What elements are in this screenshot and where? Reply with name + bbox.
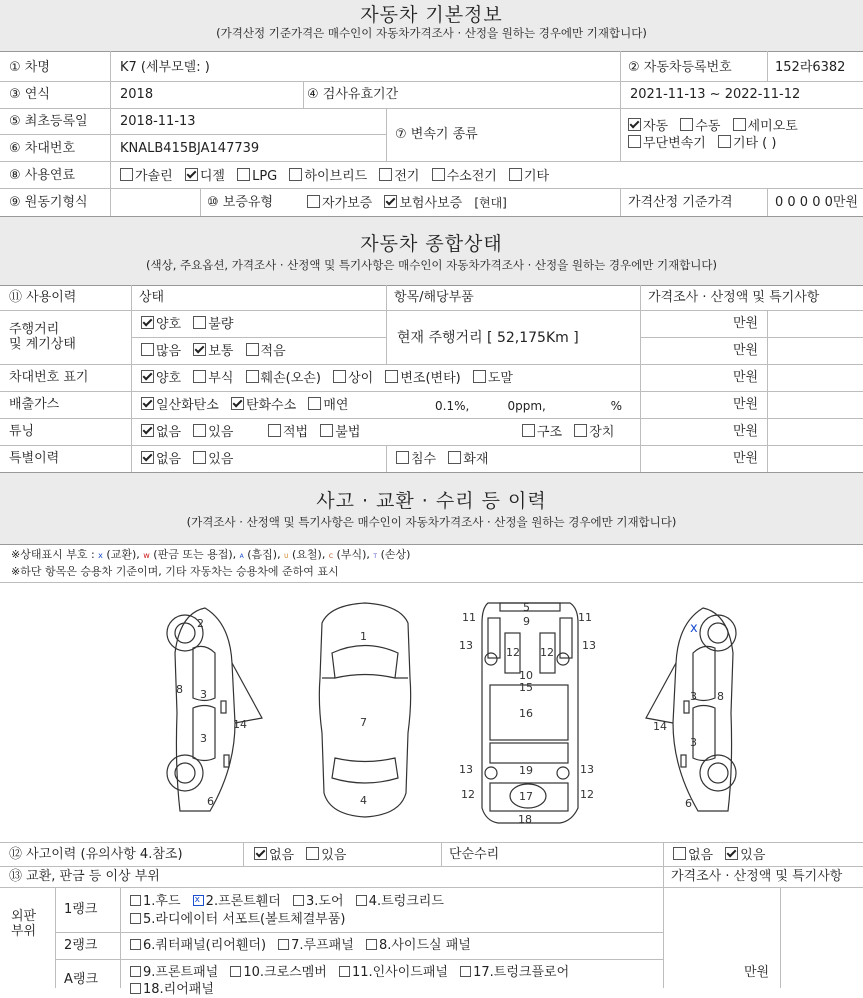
parts-label: ⑬ 교환, 판금 등 이상 부위 xyxy=(9,869,160,884)
unit-vin: 만원 xyxy=(733,370,759,385)
first-reg-value: 2018-11-13 xyxy=(120,114,196,129)
part-num: 1 xyxy=(360,630,367,643)
status-title: 자동차 종합상태 xyxy=(360,233,503,255)
fuel-options: 가솔린 디젤 LPG 하이브리드 전기 수소전기 기타 xyxy=(120,168,549,185)
part-rear-panel-checkbox[interactable] xyxy=(130,983,141,994)
part-num: 2 xyxy=(197,617,204,630)
part-hood-checkbox[interactable] xyxy=(130,895,141,906)
part-cross-member-checkbox[interactable] xyxy=(230,966,241,977)
tuning-exists-checkbox[interactable] xyxy=(193,424,206,437)
part-num: 18 xyxy=(518,813,532,826)
unit-special: 만원 xyxy=(733,451,759,466)
part-num: 6 xyxy=(207,795,214,808)
tuning-legal-options: 적법 불법 xyxy=(268,424,360,441)
tuning-options: 없음 있음 xyxy=(141,424,233,441)
part-num: 6 xyxy=(685,797,692,810)
reg-no-value: 152라6382 xyxy=(775,60,846,75)
vin-alter-checkbox[interactable] xyxy=(385,370,398,383)
tuning-illegal-checkbox[interactable] xyxy=(320,424,333,437)
exhaust-options: 일산화탄소 탄화수소 매연 xyxy=(141,397,348,414)
legend-note: ※하단 항목은 승용차 기준이며, 기타 자동차는 승용차에 준하여 표시 xyxy=(11,565,339,578)
special-label: 특별이력 xyxy=(9,451,60,466)
year-value: 2018 xyxy=(120,87,154,102)
fuel-hybrid-checkbox[interactable] xyxy=(289,168,302,181)
basic-info-subtitle: (가격산정 기준가격은 매수인이 자동차가격조사 · 산정을 원하는 경우에만 기재합니다) xyxy=(216,26,647,40)
part-door-checkbox[interactable] xyxy=(293,895,304,906)
part-num: 12 xyxy=(461,788,475,801)
special-flood-checkbox[interactable] xyxy=(396,451,409,464)
status-subtitle: (색상, 주요옵션, 가격조사 · 산정액 및 특기사항은 매수인이 자동차가격조사 · 산정을 원하는 경우에만 기재합니다) xyxy=(145,258,718,272)
trans-options-row2: 무단변속기 기타 ( ) xyxy=(628,135,776,152)
special-fire-checkbox[interactable] xyxy=(448,451,461,464)
part-roof-panel-checkbox[interactable] xyxy=(278,939,289,950)
warranty-insurance-checkbox[interactable] xyxy=(384,195,397,208)
part-num: 8 xyxy=(176,683,183,696)
col-price: 가격조사 · 산정액 및 특기사항 xyxy=(648,290,820,305)
rankA-parts-row1: 9.프론트패널 10.크로스멤버 11.인사이드패널 17.트렁크플로어 xyxy=(130,965,569,981)
inspect-label: ④ 검사유효기간 xyxy=(307,87,399,102)
fuel-diesel-checkbox[interactable] xyxy=(185,168,198,181)
mileage-good-checkbox[interactable] xyxy=(141,316,154,329)
unit-tuning: 만원 xyxy=(733,424,759,439)
part-side-sill-checkbox[interactable] xyxy=(366,939,377,950)
part-num: 3 xyxy=(200,688,207,701)
tuning-none-checkbox[interactable] xyxy=(141,424,154,437)
mileage-state-row1: 양호 불량 xyxy=(141,316,233,333)
exhaust-co-checkbox[interactable] xyxy=(141,397,154,410)
accident-history-label: ⑫ 사고이력 (유의사항 4.참조) xyxy=(9,847,183,862)
special-none-checkbox[interactable] xyxy=(141,451,154,464)
front-fender-exchange-mark: x xyxy=(690,621,698,636)
mileage-text: 현재 주행거리 [ 52,175Km ] xyxy=(397,330,579,346)
part-num: 8 xyxy=(717,690,724,703)
part-num: 5 xyxy=(523,601,530,614)
warranty-self-checkbox[interactable] xyxy=(307,195,320,208)
rank1-parts-row1: 1.후드 x 2.프론트휀더 3.도어 4.트렁크리드 xyxy=(130,894,444,910)
mileage-state-row2: 많음 보통 적음 xyxy=(141,343,286,360)
accident-subtitle: (가격조사 · 산정액 및 특기사항은 매수인이 자동차가격조사 · 산정을 원하는 경우에만 기재합니다) xyxy=(186,515,677,529)
car-name-label: ① 차명 xyxy=(9,60,50,75)
reg-no-label: ② 자동차등록번호 xyxy=(628,60,732,75)
outer-label-2: 부위 xyxy=(11,924,37,939)
part-inside-panel-checkbox[interactable] xyxy=(339,966,350,977)
tuning-structure-checkbox[interactable] xyxy=(522,424,535,437)
exhaust-label: 배출가스 xyxy=(9,397,60,412)
vin-damage-checkbox[interactable] xyxy=(246,370,259,383)
price-label: 가격산정 기준가격 xyxy=(628,195,733,210)
col-state: 상태 xyxy=(139,290,165,305)
part-num: 7 xyxy=(360,716,367,729)
fuel-label: ⑧ 사용연료 xyxy=(9,168,76,183)
trans-other-checkbox[interactable] xyxy=(718,135,731,148)
exhaust-smoke-checkbox[interactable] xyxy=(308,397,321,410)
exhaust-hc-checkbox[interactable] xyxy=(231,397,244,410)
part-num: 17 xyxy=(519,790,533,803)
part-num: 14 xyxy=(233,718,247,731)
part-num: 13 xyxy=(459,639,473,652)
engine-label: ⑨ 원동기형식 xyxy=(9,195,88,210)
part-num: 9 xyxy=(523,615,530,628)
part-quarter-panel-checkbox[interactable] xyxy=(130,939,141,950)
vin-good-checkbox[interactable] xyxy=(141,370,154,383)
accident-history-options: 없음 있음 xyxy=(254,847,346,864)
special-options: 없음 있음 xyxy=(141,451,233,468)
parts-price-label: 가격조사 · 산정액 및 특기사항 xyxy=(671,869,843,884)
vin-rust-checkbox[interactable] xyxy=(193,370,206,383)
trans-label: ⑦ 변속기 종류 xyxy=(395,127,478,142)
rank1-parts-row2: 5.라디에이터 서포트(볼트체결부품) xyxy=(130,912,346,928)
fuel-gasoline-checkbox[interactable] xyxy=(120,168,133,181)
mileage-bad-checkbox[interactable] xyxy=(193,316,206,329)
special-exists-checkbox[interactable] xyxy=(193,451,206,464)
first-reg-label: ⑤ 최초등록일 xyxy=(9,114,88,129)
car-damage-diagram xyxy=(0,583,863,841)
vin-stolen-checkbox[interactable] xyxy=(473,370,486,383)
vin-mark-options: 양호 부식 훼손(오손) 상이 변조(변타) 도말 xyxy=(141,370,513,387)
mileage-few-checkbox[interactable] xyxy=(246,343,259,356)
trans-options-row1: 자동 수동 세미오토 xyxy=(628,118,798,135)
accident-title: 사고 · 교환 · 수리 등 이력 xyxy=(316,490,547,512)
mileage-normal-checkbox[interactable] xyxy=(193,343,206,356)
part-num: 13 xyxy=(459,763,473,776)
vin-diff-checkbox[interactable] xyxy=(333,370,346,383)
part-num: 19 xyxy=(519,764,533,777)
tuning-device-checkbox[interactable] xyxy=(574,424,587,437)
car-name-value: K7 (세부모델: ) xyxy=(120,60,210,75)
part-trunk-lid-checkbox[interactable] xyxy=(356,895,367,906)
trans-manual-checkbox[interactable] xyxy=(680,118,693,131)
accident-none-checkbox[interactable] xyxy=(254,847,267,860)
tuning-label: 튜닝 xyxy=(9,424,35,439)
part-num: 12 xyxy=(540,646,554,659)
trans-auto-checkbox[interactable] xyxy=(628,118,641,131)
accident-exists-checkbox[interactable] xyxy=(306,847,319,860)
part-num: 12 xyxy=(580,788,594,801)
part-num: 3 xyxy=(690,690,697,703)
part-num: 15 xyxy=(519,681,533,694)
year-label: ③ 연식 xyxy=(9,87,50,102)
warranty-options: 자가보증 보험사보증 [현대] xyxy=(307,195,507,212)
inspect-value: 2021-11-13 ~ 2022-11-12 xyxy=(630,87,801,102)
fuel-electric-checkbox[interactable] xyxy=(379,168,392,181)
mileage-label-1: 주행거리 xyxy=(9,322,60,337)
rank2-label: 2랭크 xyxy=(64,938,98,953)
mileage-many-checkbox[interactable] xyxy=(141,343,154,356)
simple-repair-options: 없음 있음 xyxy=(673,847,765,864)
fuel-other-checkbox[interactable] xyxy=(509,168,522,181)
exhaust-values: 0.1%, 0ppm, % xyxy=(435,399,623,413)
outer-label-1: 외판 xyxy=(11,909,37,924)
part-num: 10 xyxy=(519,669,533,682)
col-history: ⑪ 사용이력 xyxy=(9,290,77,305)
mileage-label-2: 및 계기상태 xyxy=(9,337,76,352)
vin-mark-label: 차대번호 표기 xyxy=(9,370,89,385)
simple-repair-none-checkbox[interactable] xyxy=(673,847,686,860)
part-num: 16 xyxy=(519,707,533,720)
tuning-legal-checkbox[interactable] xyxy=(268,424,281,437)
special-type-options: 침수 화재 xyxy=(396,451,488,468)
basic-info-title: 자동차 기본정보 xyxy=(360,4,503,26)
rank2-parts: 6.쿼터패널(리어휀더) 7.루프패널 8.사이드실 패널 xyxy=(130,938,471,954)
unit-mileage-1: 만원 xyxy=(733,316,759,331)
fuel-hydrogen-checkbox[interactable] xyxy=(432,168,445,181)
rank1-label: 1랭크 xyxy=(64,902,98,917)
vin-value: KNALB415BJA147739 xyxy=(120,141,260,156)
part-num: 11 xyxy=(462,611,476,624)
rankA-parts-row2: 18.리어패널 xyxy=(130,982,214,998)
unit-mileage-2: 만원 xyxy=(733,343,759,358)
part-num: 14 xyxy=(653,720,667,733)
part-front-panel-checkbox[interactable] xyxy=(130,966,141,977)
part-front-fender-checkbox[interactable]: x xyxy=(193,895,204,906)
part-num: 12 xyxy=(506,646,520,659)
warranty-label: ⑩ 보증유형 xyxy=(207,195,274,210)
part-num: 4 xyxy=(360,794,367,807)
car-right-side-view xyxy=(646,608,736,811)
part-num: 3 xyxy=(690,736,697,749)
price-value: 0 0 0 0 0만원 xyxy=(775,195,859,210)
part-num: 11 xyxy=(578,611,592,624)
part-num: 13 xyxy=(582,639,596,652)
vin-label: ⑥ 차대번호 xyxy=(9,141,76,156)
part-num: 3 xyxy=(200,732,207,745)
trans-semi-checkbox[interactable] xyxy=(733,118,746,131)
part-num: 13 xyxy=(580,763,594,776)
fuel-lpg-checkbox[interactable] xyxy=(237,168,250,181)
part-radiator-support-checkbox[interactable] xyxy=(130,913,141,924)
legend-line: ※상태표시 부호 : x (교환), w (판금 또는 용접), A (흠집), U (요철), C (부식), T (손상) xyxy=(11,548,411,561)
rankA-label: A랭크 xyxy=(64,972,99,987)
simple-repair-label: 단순수리 xyxy=(449,847,500,862)
car-left-side-view xyxy=(167,608,262,811)
unit-parts: 만원 xyxy=(744,965,770,980)
part-trunk-floor-checkbox[interactable] xyxy=(460,966,471,977)
tuning-type-options: 구조 장치 xyxy=(522,424,614,441)
trans-cvt-checkbox[interactable] xyxy=(628,135,641,148)
unit-exhaust: 만원 xyxy=(733,397,759,412)
simple-repair-exists-checkbox[interactable] xyxy=(725,847,738,860)
col-item: 항목/해당부품 xyxy=(394,290,474,305)
